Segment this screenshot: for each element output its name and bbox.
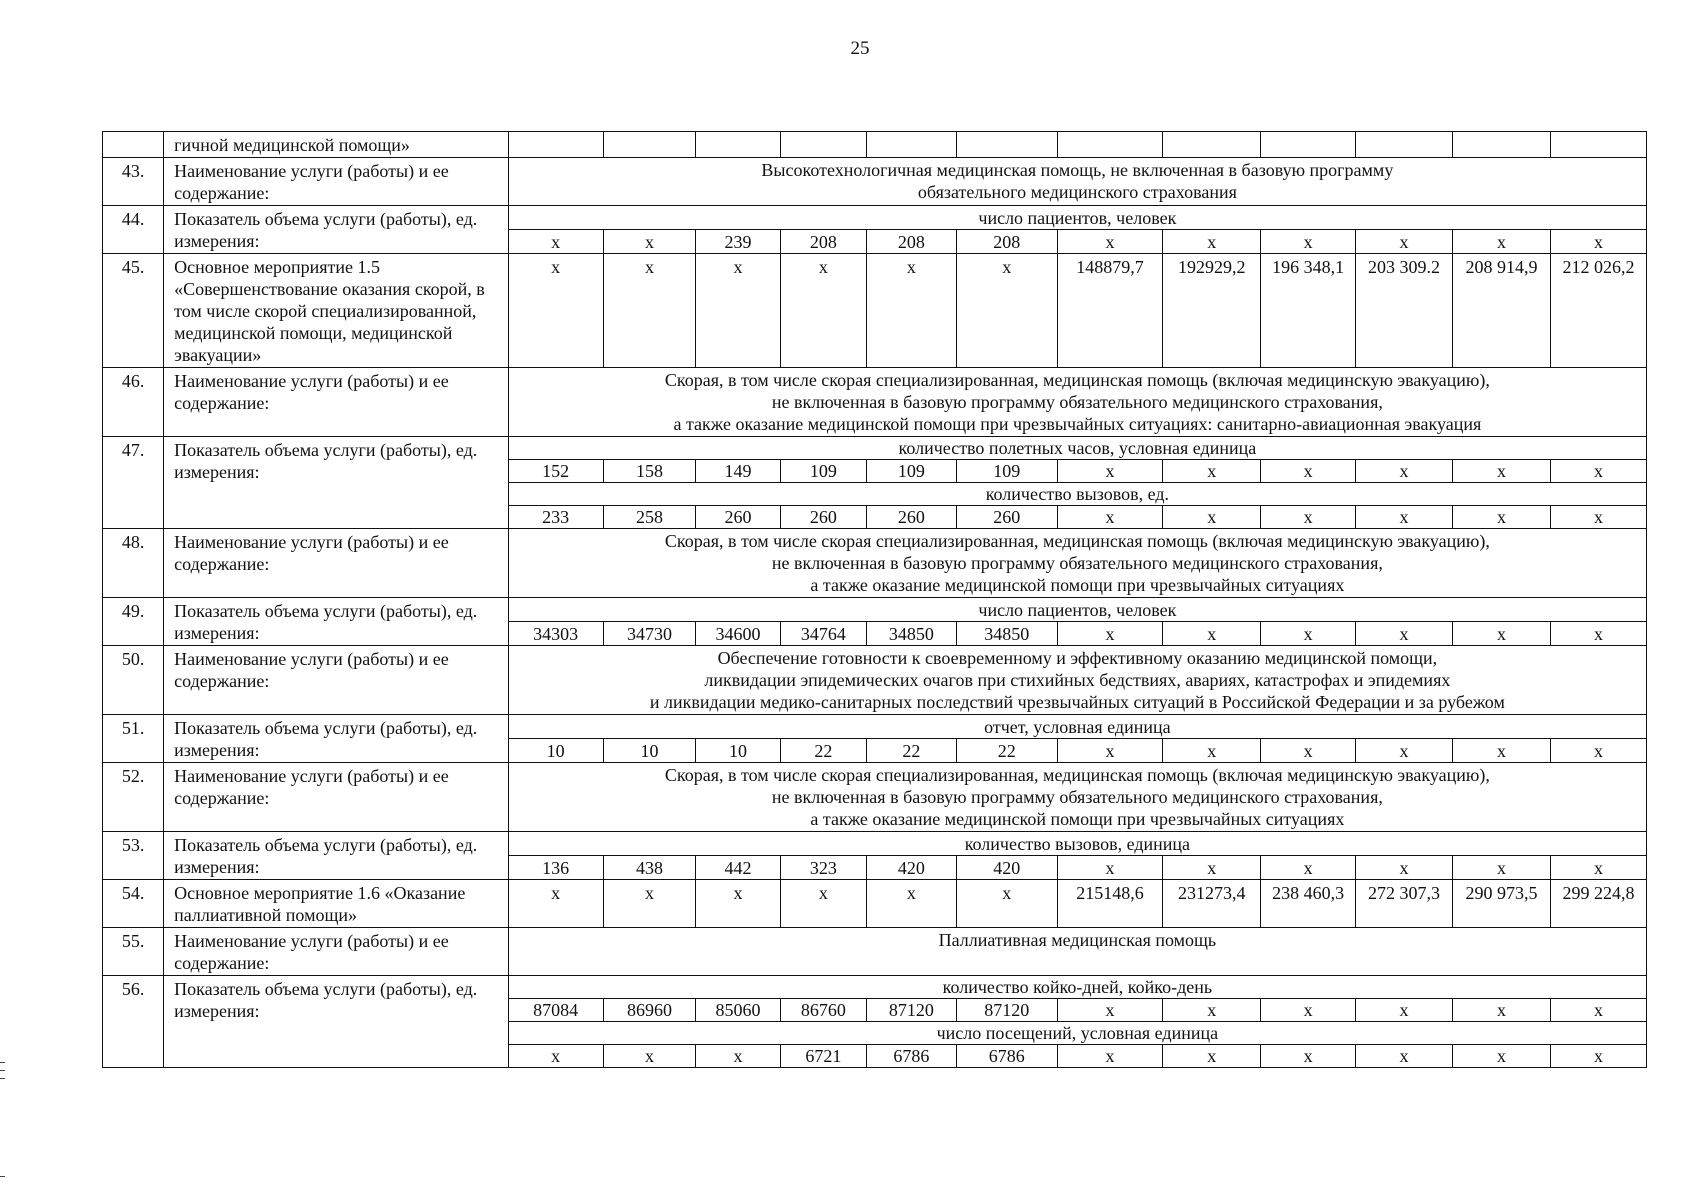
indicator-value: x [1452,460,1550,483]
indicator-value: x [1550,1045,1646,1068]
indicator-value: 87084 [508,999,603,1022]
indicator-value: x [1261,460,1356,483]
indicator-value: x [1057,1045,1162,1068]
row-number: 49. [103,598,164,646]
indicator-value: x [1261,1045,1356,1068]
indicator-value: 22 [780,739,866,763]
funding-value: x [780,254,866,368]
row-label: Наименование услуги (работы) и ее содержание: [164,158,509,206]
indicator-unit: количество полетных часов, условная единица [508,437,1646,460]
indicator-unit: количество койко-дней, койко-день [508,976,1646,999]
empty-cell [780,132,866,158]
empty-cell [1452,132,1550,158]
funding-value: x [603,880,696,928]
funding-value: 231273,4 [1163,880,1261,928]
indicator-value: 87120 [867,999,957,1022]
service-description [508,368,1646,437]
indicator-value: x [1356,506,1453,529]
row-label: Показатель объема услуги (работы), ед. измерения: [164,437,509,529]
indicator-value: 109 [867,460,957,483]
funding-value: x [956,254,1057,368]
service-description-line: Паллиативная медицинская помощь [938,930,1217,950]
indicator-value: 260 [696,506,780,529]
indicator-value: 136 [508,856,603,880]
indicator-value: x [1356,460,1453,483]
row-label: Показатель объема услуги (работы), ед. измерения: [164,715,509,763]
service-description-line: Скорая, в том числе скорая специализированная, медицинская помощь (включая медицинскую эвакуацию), [664,370,1490,390]
indicator-value: 233 [508,506,603,529]
indicator-value: 323 [780,856,866,880]
indicator-value: x [1163,230,1261,254]
indicator-value: x [1163,739,1261,763]
table-body [103,132,1647,1068]
service-description-line: Высокотехнологичная медицинская помощь, не включенная в базовую программу [761,160,1394,180]
row-label: гичной медицинской помощи» [164,132,509,158]
program-indicators-table [102,131,1647,1068]
table-row [103,715,1647,739]
service-description-line: не включенная в базовую программу обязательного медицинского страхования, [771,392,1383,412]
indicator-value: x [1356,739,1453,763]
funding-value: x [696,880,780,928]
indicator-value: x [1550,622,1646,646]
table-row [103,437,1647,460]
indicator-value: 208 [780,230,866,254]
indicator-value: 239 [696,230,780,254]
indicator-value: x [603,1045,696,1068]
indicator-value: 87120 [956,999,1057,1022]
empty-cell [508,132,603,158]
indicator-value: x [1057,460,1162,483]
indicator-value: 6786 [956,1045,1057,1068]
indicator-value: x [1057,856,1162,880]
indicator-value: 442 [696,856,780,880]
indicator-value: 10 [508,739,603,763]
service-description [508,763,1646,832]
row-label: Наименование услуги (работы) и ее содержание: [164,646,509,715]
indicator-value: 86760 [780,999,866,1022]
row-number: 44. [103,206,164,254]
empty-cell [1261,132,1356,158]
indicator-value: x [1261,506,1356,529]
row-label: Показатель объема услуги (работы), ед. измерения: [164,598,509,646]
indicator-unit: отчет, условная единица [508,715,1646,739]
funding-value: 272 307,3 [1356,880,1453,928]
service-description-line: Обеспечение готовности к своевременному и эффективному оказанию медицинской помощи, [717,648,1438,668]
indicator-unit: число пациентов, человек [508,598,1646,622]
indicator-value: 258 [603,506,696,529]
table-row [103,976,1647,999]
table-row [103,529,1647,598]
indicator-value: 22 [956,739,1057,763]
table-row [103,763,1647,832]
indicator-value: 6721 [780,1045,866,1068]
indicator-unit: количество вызовов, единица [508,832,1646,856]
funding-value: 290 973,5 [1452,880,1550,928]
indicator-value: 260 [780,506,866,529]
row-number: 43. [103,158,164,206]
funding-value: 299 224,8 [1550,880,1646,928]
indicator-value: x [1356,856,1453,880]
funding-value: 215148,6 [1057,880,1162,928]
indicator-value: 158 [603,460,696,483]
indicator-value: x [1356,999,1453,1022]
indicator-value: x [1550,506,1646,529]
indicator-value: x [1550,230,1646,254]
indicator-value: 208 [867,230,957,254]
page-number: 25 [850,38,870,59]
indicator-value: x [1356,622,1453,646]
table-row [103,158,1647,206]
service-description [508,928,1646,976]
funding-value: x [508,254,603,368]
indicator-value: x [1057,506,1162,529]
funding-value: x [603,254,696,368]
indicator-value: x [1057,739,1162,763]
indicator-value: x [1550,856,1646,880]
row-number: 54. [103,880,164,928]
indicator-value: 6786 [867,1045,957,1068]
indicator-value: x [1163,856,1261,880]
indicator-value: 109 [780,460,866,483]
funding-value: x [867,880,957,928]
row-number: 55. [103,928,164,976]
indicator-value: x [1261,856,1356,880]
funding-value: 192929,2 [1163,254,1261,368]
indicator-value: x [1057,999,1162,1022]
indicator-value: 109 [956,460,1057,483]
empty-cell [956,132,1057,158]
funding-value: 203 309.2 [1356,254,1453,368]
row-label: Основное мероприятие 1.6 «Оказание паллиативной помощи» [164,880,509,928]
funding-value: x [508,880,603,928]
service-description-line: обязательного медицинского страхования [917,182,1237,202]
indicator-value: x [1550,739,1646,763]
indicator-value: x [1163,460,1261,483]
service-description-line: Скорая, в том числе скорая специализированная, медицинская помощь (включая медицинскую эвакуацию), [664,765,1490,785]
indicator-value: 22 [867,739,957,763]
indicator-value: x [1261,739,1356,763]
row-number: 47. [103,437,164,529]
row-label: Показатель объема услуги (работы), ед. измерения: [164,206,509,254]
row-number: 46. [103,368,164,437]
service-description [508,529,1646,598]
indicator-value: x [508,230,603,254]
indicator-value: 34764 [780,622,866,646]
empty-cell [1163,132,1261,158]
row-number: 56. [103,976,164,1068]
service-description-line: ликвидации эпидемических очагов при стихийных бедствиях, авариях, катастрофах и эпидемиях [704,670,1451,690]
funding-value: 148879,7 [1057,254,1162,368]
indicator-value: x [1163,506,1261,529]
indicator-value: 34850 [867,622,957,646]
indicator-value: x [603,230,696,254]
empty-cell [867,132,957,158]
indicator-value: x [1261,999,1356,1022]
indicator-value: 10 [603,739,696,763]
indicator-value: x [1452,856,1550,880]
table-row [103,254,1647,368]
row-number: 52. [103,763,164,832]
edge-mark [0,1062,5,1063]
indicator-value: x [1452,739,1550,763]
indicator-value: x [1452,999,1550,1022]
indicator-value: x [1550,460,1646,483]
indicator-value: 260 [956,506,1057,529]
empty-cell [1550,132,1646,158]
indicator-unit: количество вызовов, ед. [508,483,1646,506]
row-label: Основное мероприятие 1.5 «Совершенствование оказания скорой, в том числе скорой специализированной, медицинской помощи, медицинской эвакуации» [164,254,509,368]
indicator-value: x [1163,622,1261,646]
funding-value: x [780,880,866,928]
indicator-value: 10 [696,739,780,763]
indicator-value: x [1452,506,1550,529]
funding-value: x [956,880,1057,928]
indicator-unit: число посещений, условная единица [508,1022,1646,1045]
indicator-value: 438 [603,856,696,880]
indicator-value: x [1550,999,1646,1022]
funding-value: 208 914,9 [1452,254,1550,368]
indicator-value: 85060 [696,999,780,1022]
indicator-value: x [1163,999,1261,1022]
edge-mark [0,1078,5,1079]
indicator-value: 420 [956,856,1057,880]
indicator-value: x [508,1045,603,1068]
row-label: Показатель объема услуги (работы), ед. измерения: [164,976,509,1068]
service-description-line: не включенная в базовую программу обязательного медицинского страхования, [771,787,1383,807]
row-label: Наименование услуги (работы) и ее содержание: [164,928,509,976]
service-description-line: а также оказание медицинской помощи при чрезвычайных ситуациях: санитарно-авиационная эвакуация [673,414,1482,434]
indicator-value: x [1261,622,1356,646]
indicator-value: 420 [867,856,957,880]
indicator-value: x [1356,1045,1453,1068]
service-description-line: а также оказание медицинской помощи при чрезвычайных ситуациях [810,575,1345,595]
row-number: 45. [103,254,164,368]
row-label: Наименование услуги (работы) и ее содержание: [164,763,509,832]
service-description-line: и ликвидации медико-санитарных последствий чрезвычайных ситуаций в Российской Федерации и за рубежом [649,692,1505,712]
table-row [103,880,1647,928]
service-description-line: а также оказание медицинской помощи при чрезвычайных ситуациях [810,809,1345,829]
indicator-value: 152 [508,460,603,483]
indicator-value: 34850 [956,622,1057,646]
empty-cell [696,132,780,158]
funding-value: 196 348,1 [1261,254,1356,368]
funding-value: x [696,254,780,368]
service-description-line: Скорая, в том числе скорая специализированная, медицинская помощь (включая медицинскую эвакуацию), [664,531,1490,551]
indicator-value: x [1452,622,1550,646]
table-row [103,368,1647,437]
indicator-value: x [696,1045,780,1068]
table-row [103,646,1647,715]
indicator-value: 149 [696,460,780,483]
edge-mark [0,1176,5,1177]
indicator-unit: число пациентов, человек [508,206,1646,230]
indicator-value: 86960 [603,999,696,1022]
table-row [103,206,1647,230]
empty-cell [1356,132,1453,158]
indicator-value: x [1057,230,1162,254]
edge-mark [0,1070,5,1071]
table-row [103,132,1647,158]
funding-value: 238 460,3 [1261,880,1356,928]
table-row [103,832,1647,856]
indicator-value: x [1452,230,1550,254]
row-number: 51. [103,715,164,763]
empty-cell [603,132,696,158]
service-description-line: не включенная в базовую программу обязательного медицинского страхования, [771,553,1383,573]
indicator-value: x [1163,1045,1261,1068]
table-row [103,928,1647,976]
indicator-value: x [1261,230,1356,254]
funding-value: 212 026,2 [1550,254,1646,368]
table-row [103,598,1647,622]
indicator-value: 34303 [508,622,603,646]
row-number: 48. [103,529,164,598]
empty-cell [1057,132,1162,158]
indicator-value: 260 [867,506,957,529]
indicator-value: 208 [956,230,1057,254]
row-label: Наименование услуги (работы) и ее содержание: [164,368,509,437]
indicator-value: x [1057,622,1162,646]
row-number-cell [103,132,164,158]
indicator-value: x [1356,230,1453,254]
service-description [508,158,1646,206]
row-label: Наименование услуги (работы) и ее содержание: [164,529,509,598]
indicator-value: 34730 [603,622,696,646]
row-number: 50. [103,646,164,715]
service-description [508,646,1646,715]
row-number: 53. [103,832,164,880]
indicator-value: x [1452,1045,1550,1068]
row-label: Показатель объема услуги (работы), ед. измерения: [164,832,509,880]
indicator-value: 34600 [696,622,780,646]
funding-value: x [867,254,957,368]
